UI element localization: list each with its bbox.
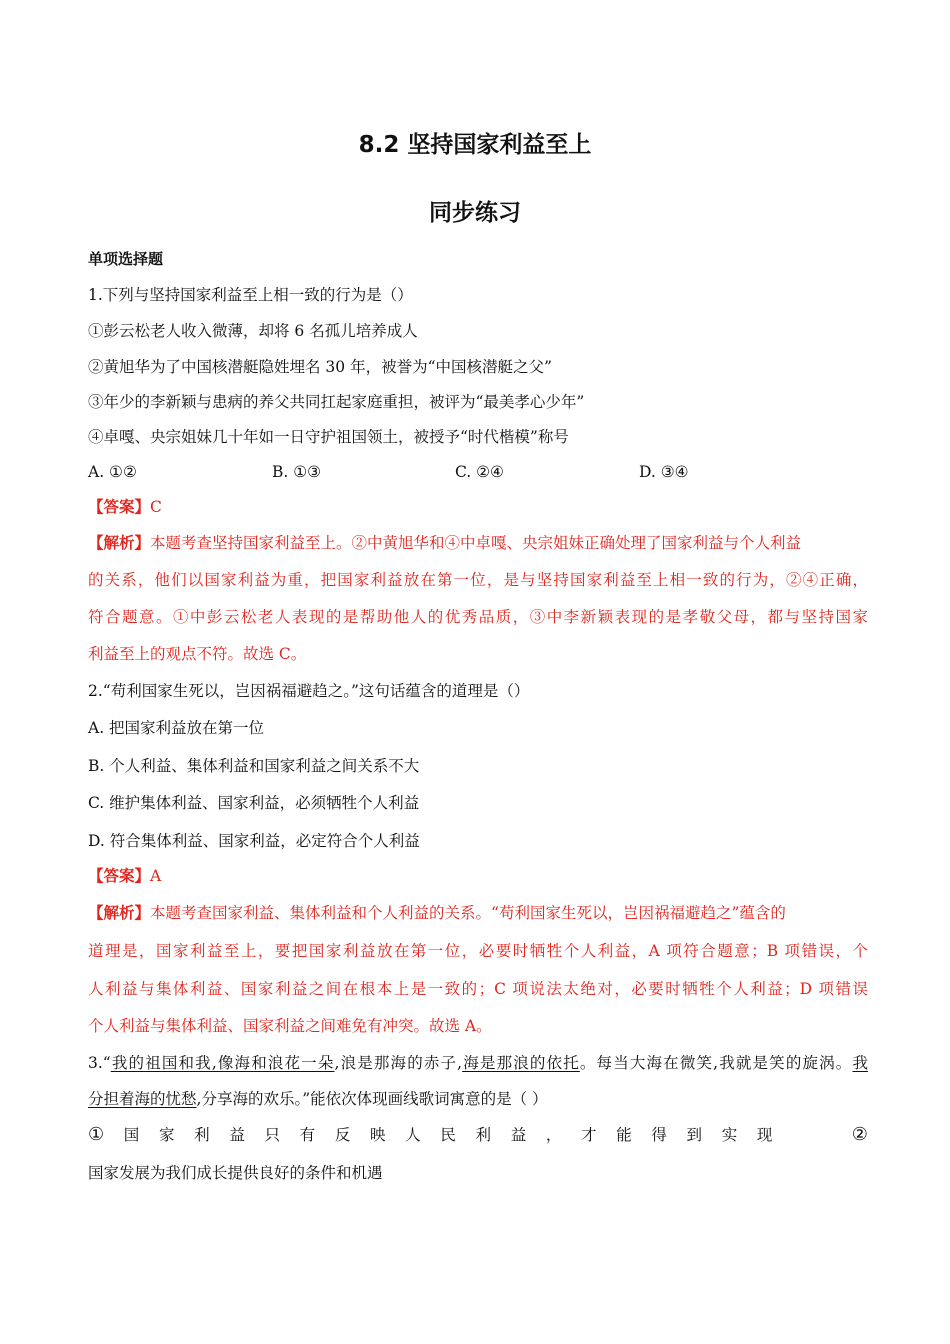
q2-analysis-line: 道理是，国家利益至上，要把国家利益放在第一位，必要时牺牲个人利益，A 项符合题意；B 项错误，个 [88, 942, 868, 960]
q2-analysis-line: 个人利益与集体利益、国家利益之间难免有冲突。故选 A。 [88, 1017, 492, 1035]
q3-item-1-mark: ① [88, 1124, 105, 1145]
q3-char: 实 [721, 1126, 738, 1144]
q1-answer [88, 496, 868, 518]
q3-text: 。每当大海在微笑,我就是笑的旋涡。 [579, 1054, 853, 1072]
q3-underlined-lyric-3-start: 我 [852, 1054, 868, 1072]
q3-char: 家 [158, 1126, 175, 1144]
q3-char: 有 [299, 1126, 316, 1144]
q1-stem: 1.下列与坚持国家利益至上相一致的行为是（） [88, 286, 413, 304]
q1-analysis-line: 符合题意。①中彭云松老人表现的是帮助他人的优秀品质，③中李新颖表现的是孝敬父母，都与坚持国家 [88, 608, 868, 626]
q2-option-b: B. 个人利益、集体利益和国家利益之间关系不大 [88, 757, 420, 775]
q3-char: 现 [756, 1126, 773, 1144]
q3-char: 人 [405, 1126, 421, 1144]
q1-item: ④卓嘎、央宗姐妹几十年如一日守护祖国领土，被授予“时代楷模”称号 [88, 428, 569, 446]
q3-text: ,分享海的欢乐。”能依次体现画线歌词寓意的是（ ） [196, 1090, 548, 1108]
q2-option-c: C. 维护集体利益、国家利益，必须牺牲个人利益 [88, 794, 420, 812]
answer-tag: 【答案】 [88, 497, 151, 516]
q3-char: 益 [229, 1126, 245, 1144]
q2-answer [88, 865, 868, 887]
q1-item: ①彭云松老人收入微薄，却将 6 名孤儿培养成人 [88, 322, 418, 340]
page-subtitle: 同步练习 [429, 200, 521, 226]
q3-char: 国 [123, 1126, 140, 1144]
q3-prefix: 3.“ [88, 1054, 111, 1072]
q1-item: ②黄旭华为了中国核潜艇隐姓埋名 30 年，被誉为“中国核潜艇之父” [88, 358, 552, 376]
answer-value: A [150, 867, 162, 885]
q3-underlined-lyric-2: 海是那浪的依托 [462, 1054, 580, 1072]
q2-analysis-line: 人利益与集体利益、国家利益之间在根本上是一致的；C 项说法太绝对，必要时牺牲个人利益；D 项错误 [88, 980, 868, 998]
q3-char: 利 [194, 1126, 210, 1144]
q3-char: 到 [686, 1126, 703, 1144]
answer-tag: 【答案】 [88, 866, 151, 885]
q3-item-1-line [88, 1124, 868, 1146]
q1-analysis-line: 利益至上的观点不符。故选 C。 [88, 645, 307, 663]
q2-option-a: A. 把国家利益放在第一位 [88, 719, 265, 737]
section-heading: 单项选择题 [88, 250, 164, 268]
q3-char: 反 [334, 1126, 351, 1144]
q3-item-2-mark: ② [851, 1124, 868, 1145]
q1-option-a: A. ①② [88, 463, 137, 481]
q3-char: 映 [370, 1126, 386, 1144]
analysis-text: 本题考查国家利益、集体利益和个人利益的关系。“苟利国家生死以，岂因祸福避趋之”蕴含的 [150, 904, 786, 922]
q3-char: 才 [581, 1126, 597, 1144]
answer-value: C [150, 498, 162, 516]
q2-analysis-line [88, 902, 868, 924]
q3-underlined-lyric-3-end: 分担着海的忧愁 [88, 1090, 197, 1108]
q3-char: 只 [264, 1126, 280, 1144]
q1-option-c: C. ②④ [455, 463, 504, 481]
q1-option-b: B. ①③ [272, 463, 322, 481]
q3-char: ， [545, 1126, 562, 1144]
q1-item: ③年少的李新颖与患病的养父共同扛起家庭重担，被评为“最美孝心少年” [88, 393, 585, 411]
page-title: 8.2 坚持国家利益至上 [358, 132, 592, 158]
q3-text: ,浪是那海的赤子, [334, 1054, 463, 1072]
analysis-text: 本题考查坚持国家利益至上。②中黄旭华和④中卓嘎、央宗姐妹正确处理了国家利益与个人利益 [150, 534, 802, 552]
q2-stem: 2.“苟利国家生死以，岂因祸福避趋之。”这句话蕴含的道理是（） [88, 682, 530, 700]
analysis-tag: 【解析】 [88, 533, 151, 552]
q3-stem-line-2 [88, 1088, 868, 1110]
q3-underlined-lyric-1: 我的祖国和我,像海和浪花一朵 [110, 1054, 335, 1072]
q3-char: 能 [616, 1126, 632, 1144]
q3-stem-line-1 [88, 1052, 868, 1074]
q3-char: 利 [475, 1126, 492, 1144]
q1-option-d: D. ③④ [639, 463, 689, 481]
q2-option-d: D. 符合集体利益、国家利益，必定符合个人利益 [88, 832, 420, 850]
analysis-tag: 【解析】 [88, 903, 151, 922]
q3-char: 得 [651, 1126, 667, 1144]
q3-char: 民 [440, 1126, 456, 1144]
q1-analysis-line: 的关系，他们以国家利益为重，把国家利益放在第一位，是与坚持国家利益至上相一致的行为，②④正确， [88, 571, 868, 589]
q1-analysis-line [88, 532, 868, 554]
q3-item-2-text: 国家发展为我们成长提供良好的条件和机遇 [88, 1164, 383, 1182]
q3-char: 益 [510, 1126, 527, 1144]
